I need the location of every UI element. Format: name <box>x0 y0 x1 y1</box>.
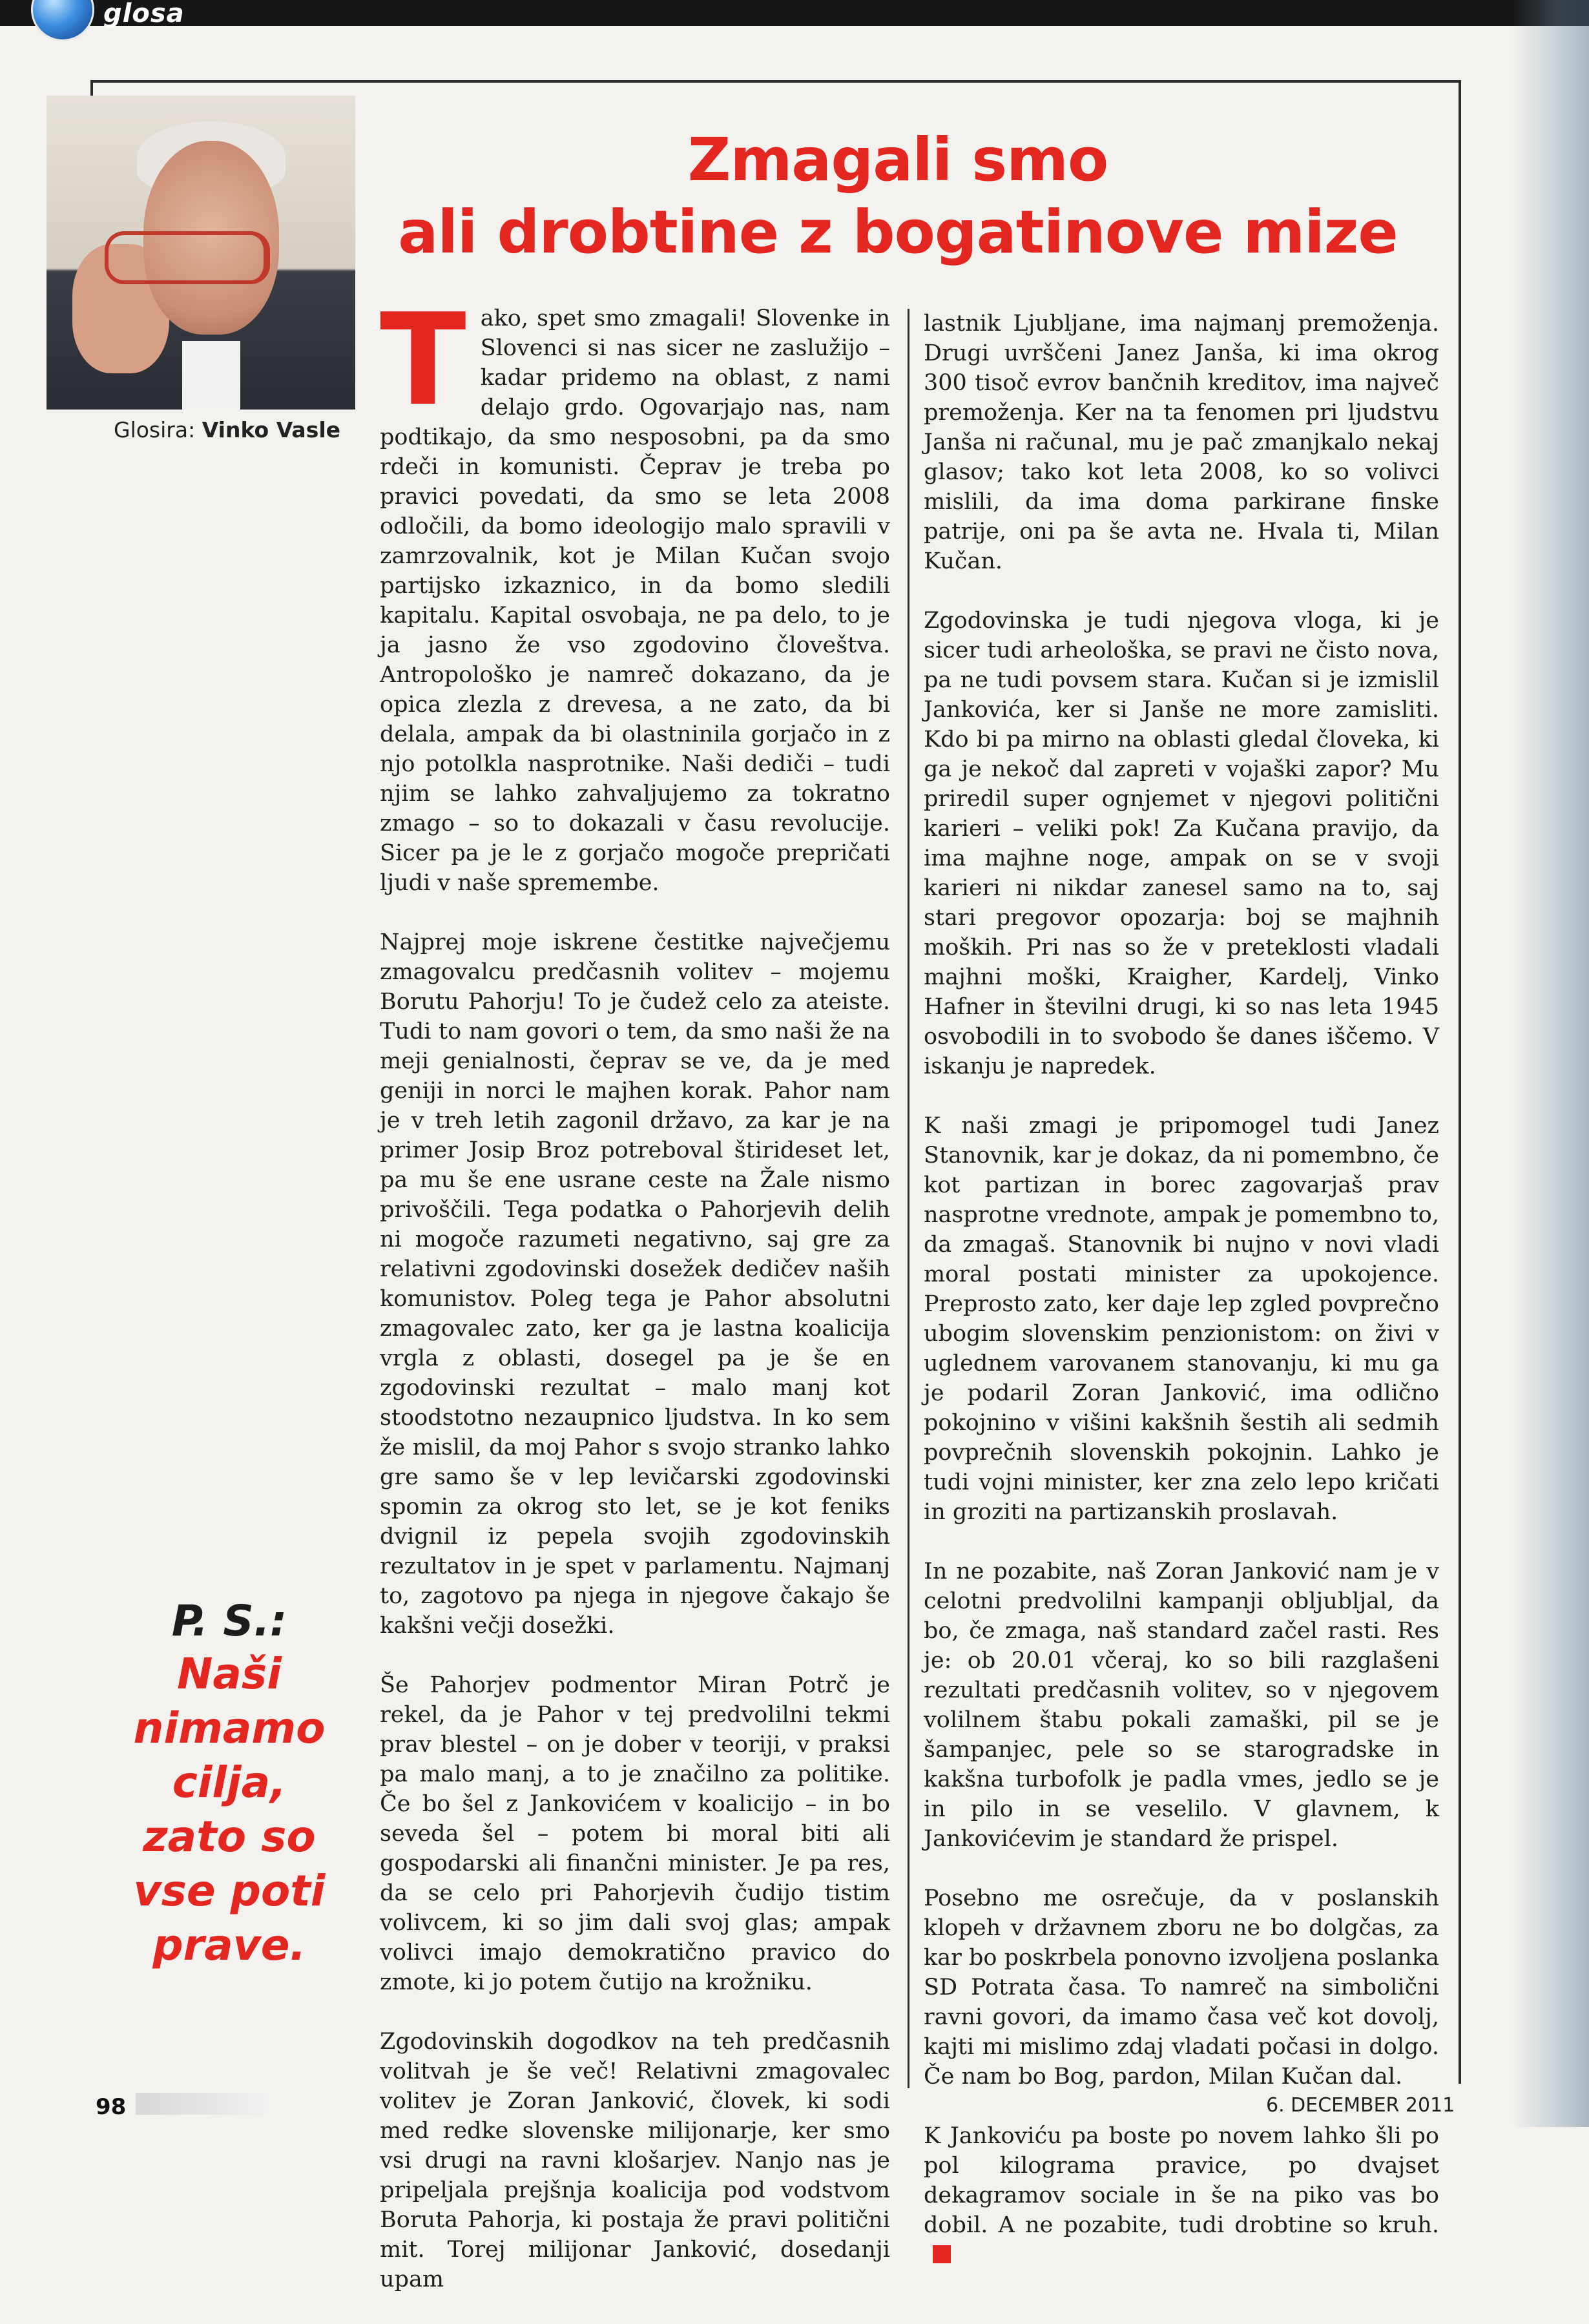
end-mark-icon <box>933 2245 951 2263</box>
frame-top-rule <box>90 80 1461 83</box>
paragraph: Zgodovinskih dogodkov na teh predčasnih volitvah je še več! Relativni zmagovalec volitev je Zoran Janković, človek, ki sodi med redke slovenske milijonarje, ker smo vsi drugi na ravni klošarjev. Nanjo nas je pripeljala prejšnja koalicija pod vodstvom Boruta Pahorja, ki postaja že pravi politični mit. Torej milijonar Janković, dosedanji upam <box>380 2029 890 2292</box>
frame-right-rule <box>1459 80 1461 2084</box>
paragraph: Še Pahorjev podmentor Miran Potrč je rekel, da je Pahor v tej predvolilni tekmi prav blestel – on je dober v teoriji, v praksi pa malo manj, a to je značilno za politike. Če bo šel z Jankovićem v koalicijo – in bo seveda šel – potem bi moral biti ali gospodarski ali finančni minister. Je pa res, da se celo pri Pahorjevih čudijo tistim volivcem, ki so jim dali svoj glas; ampak volivci imajo demokratično pravico do zmote, ki jo potem čutijo na krožniku. <box>380 1672 890 1995</box>
glasses-icon <box>105 231 270 284</box>
paragraph-text: K Jankoviću pa boste po novem lahko šli po pol kilograma pravice, po dvajset dekagramov sociale in še na piko vas bo dobil. A ne pozabite, tudi drobtine so kruh. <box>924 2123 1439 2238</box>
paragraph: lastnik Ljubljane, ima najmanj premoženja. Drugi uvrščeni Janez Janša, ki ima okrog 300 tisoč evrov bančnih kreditov, ima največ premoženja. Ker na ta fenomen pri ljudstvu Janša ni računal, mu je pač zmanjkalo nekaj glasov; tako kot leta 2008, ko so volivci mislili, da ima doma parkirane finske patrije, oni pa še avta ne. Hvala ti, Milan Kučan. <box>924 311 1439 574</box>
section-tag: glosa <box>103 0 185 28</box>
headline-line-1: Zmagali smo <box>687 125 1108 194</box>
paragraph: Zgodovinska je tudi njegova vloga, ki je sicer tudi arheološka, se pravi ne čisto nova, pa ne tudi povsem stara. Kučan si je izmislil Jankovića, ker si Janše ne more zamisliti. Kdo bi pa mirno na oblasti gledal človeka, ki ga je nekoč dal zapreti v vojaški zapor? Mu priredil super ognjemet v njegovi politični karieri – veliki pok! Za Kučana pravijo, da ima majhne noge, ampak on se v svoji karieri ni nikdar zanesel samo na to, saj stari pregovor opozarja: boj se majhnih moških. Pri nas so že v preteklosti vladali majhni moški, Kraigher, Kardelj, Vinko Hafner in številni drugi, ki so nas leta 1945 osvobodili in to svobodo še danes iščemo. V iskanju je napredek. <box>924 608 1439 1079</box>
paragraph-text: ako, spet smo zmagali! Slovenke in Slovenci si nas sicer ne zaslužijo – kadar pridemo na oblast, z nami delajo grdo. Ogovarjajo nas, nam podtikajo, da smo nesposobni, pa da smo rdeči in komunisti. Čeprav je treba po pravici povedati, da smo se leta 2008 odločili, da bomo ideologijo malo spravili v zamrzovalnik, kot je Milan Kučan svojo partijsko izkaznico, in da bomo sledili kapitalu. Kapital osvobaja, ne pa delo, to je ja jasno že vso zgodovino človeštva. Antropološko je namreč dokazano, da je opica zlezla z drevesa, a ne zato, da bi delala, ampak da bi olastninila gorjačo in z njo potolkla nasprotnike. Naši dediči – tudi njim se lahko zahvaljujemo za tokratno zmago – so to dokazali v času revolucije. Sicer pa je le z gorjačo mogoče prepričati ljudi v naše spremembe. <box>380 306 890 896</box>
magazine-logo <box>136 2093 265 2115</box>
photo-shirt <box>182 341 240 410</box>
byline-label: Glosira: <box>114 417 196 442</box>
paragraph <box>380 287 890 898</box>
drop-cap: T <box>380 287 466 434</box>
paragraph-last <box>924 2121 1439 2270</box>
issue-date: 6. DECEMBER 2011 <box>1266 2094 1455 2117</box>
ps-text: Naši nimamo cilja, zato so vse poti prave. <box>133 1649 326 1970</box>
headline-line-2: ali drobtine z bogatinove mize <box>398 198 1398 267</box>
paragraph: Posebno me osrečuje, da v poslanskih klopeh v državnem zboru ne bo dolgčas, za kar bo poskrbela ponovno izvoljena poslanka SD Potrata časa. To namreč na simbolični ravni govori, da imamo časa več kot dovolj, kajti mi mislimo zdaj vladati počasi in dolgo. Če nam bo Bog, pardon, Milan Kučan dal. <box>924 1885 1439 2090</box>
author-photo <box>47 96 355 410</box>
page-edge-shadow <box>1511 0 1589 2127</box>
ps-label: P. S.: <box>171 1596 287 1646</box>
globe-icon <box>31 0 94 41</box>
paragraph: Najprej moje iskrene čestitke največjemu zmagovalcu predčasnih volitev – mojemu Borutu Pahorju! To je čudež celo za ateiste. Tudi to nam govori o tem, da smo naši že na meji genialnosti, čeprav se ve, da je med geniji in norci le majhen korak. Pahor nam je v treh letih zagonil državo, za kar je na primer Josip Broz potreboval štirideset let, pa mu še ene usrane ceste na Žale nismo privoščili. Tega podatka o Pahorjevih delih ni mogoče razumeti negativno, saj gre za relativni zgodovinski dosežek dedičev naših komunistov. Poleg tega je Pahor absolutni zmagovalec zato, ker ga je lastna koalicija vrgla z oblasti, dosegel pa je še en zgodovinski rezultat – malo manj kot stoodstotno nezaupnico ljudstva. In ko sem že mislil, da moj Pahor s svojo stranko lahko gre samo še v lep levičarski zgodovinski spomin za okrog sto let, se je kot feniks dvignil iz pepela svojih zgodovinskih rezultatov in je spet v parlamentu. Najmanj to, zagotovo pa njega in njegove čakajo še kakšni večji dosežki. <box>380 929 890 1639</box>
article-column-left <box>380 287 890 2324</box>
column-divider <box>908 309 909 2088</box>
paragraph: K naši zmagi je pripomogel tudi Janez Stanovnik, kar je dokaz, da ni pomembno, če kot partizan in borec zagovarjaš prav nasprotne vrednote, ampak je pomembno to, da zmagaš. Stanovnik bi nujno v novi vladi moral postati minister za upokojence. Preprosto zato, ker daje lep zgled povprečno ubogim slovenskim penzionistom: on živi v uglednem varovanem stanovanju, ki mu ga je podaril Zoran Janković, ima odlično pokojnino v višini kakšnih šestih ali sedmih povprečnih slovenskih pokojnin. Lahko je tudi vojni minister, ker zna zelo lepo kričati in groziti na partizanskih proslavah. <box>924 1113 1439 1525</box>
headline <box>362 124 1434 269</box>
byline <box>114 417 340 442</box>
ps-box <box>123 1595 336 1973</box>
byline-author: Vinko Vasle <box>202 417 341 442</box>
article-column-right <box>924 309 1439 2299</box>
page-number: 98 <box>96 2094 127 2120</box>
paragraph: In ne pozabite, naš Zoran Janković nam je v celotni predvolilni kampanji obljubljal, da bo, če zmaga, naš standard začel rasti. Res je: ob 20.01 včeraj, ko so bili razglašeni rezultati predčasnih volitev, so v njegovem volilnem štabu pokali zamaški, pil se je šampanjec, pele so se starogradske in kakšna turbofolk je padla vmes, jedlo se je in pilo in se veselilo. V glavnem, k Jankovićevim je standard že prispel. <box>924 1559 1439 1852</box>
top-bar <box>0 0 1589 26</box>
